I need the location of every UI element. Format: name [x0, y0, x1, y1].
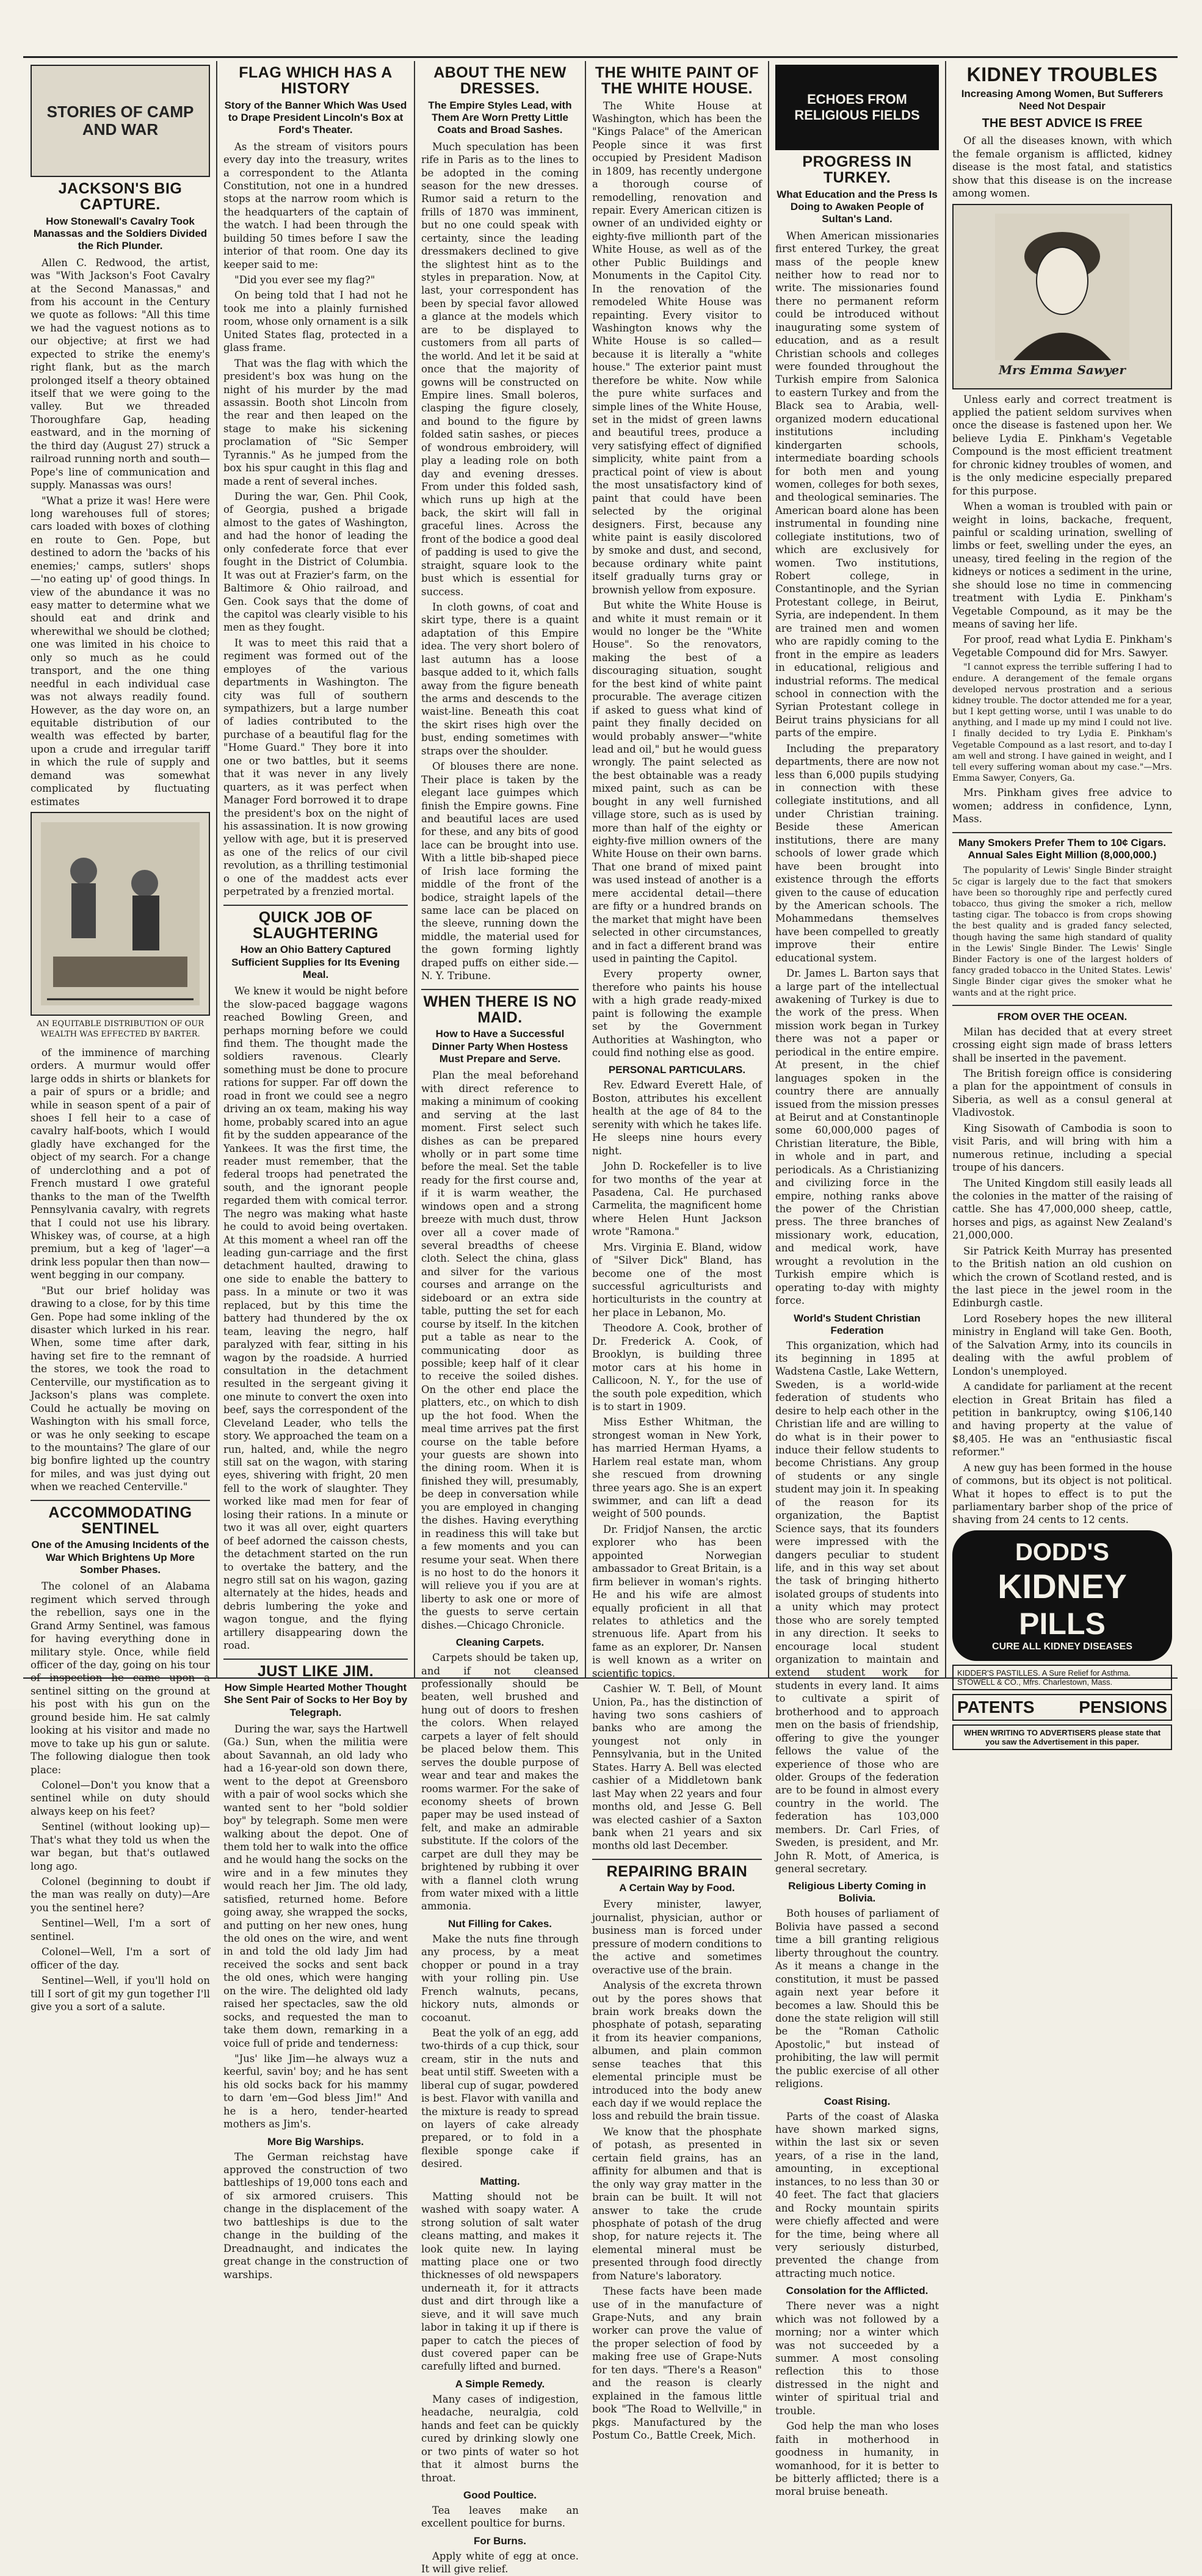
paragraph: "But our brief holiday was drawing to a close, for by this time Gen. Pope had some inkling of the disaster which lurked in his rear. When, some time after dark, having set fire to the remnant of the stores, we took the road to Centerville, our mystification as to Jackson's plans was complete. Could he actually be moving on Washington with his small force, or was he only seeking to escape to the mountains? The glare of our big bonfire lighted up the country for miles, and was just dying out when we reached Centerville." — [31, 1284, 210, 1493]
headline-remedy: A Simple Remedy. — [455, 2378, 545, 2390]
section-divider — [592, 1859, 762, 1860]
portrait-illustration — [952, 204, 1172, 389]
section-divider — [952, 832, 1172, 833]
headline-slaughter: QUICK JOB OF SLAUGHTERING — [253, 908, 378, 942]
paragraph: A new guy has been formed in the house of commons, but its object is not political. What it hopes to effect is to put the parliamentary barber shop of the price of shaving from 24 cents to 12 cents. — [952, 1461, 1172, 1526]
paragraph: We knew it would be night before the slow-paced baggage wagons reached Bowling Green, and perhaps morning before we could find them. The thought made the soldiers ravenous. Clearly something must be done to procure rations for supper. Far off down the road in front we could see a negro driving an ox team, making his way home, probably scared into an ague fit by the sudden appearance of the Yankees. It was the first time, the reader must remember, that the federal troops had penetrated the south, and the ignorant people regarded them with comical terror. The negro was making what haste he could to avoid being overtaken. At this moment a wheel ran off the leading gun-carriage and the first detachment haulted, drawing to one side to enable the battery to pass. In a minute or two it was replaced, but by this time the battery had thundered by the ox team, leaving the negro, half paralyzed with fear, sitting in his wagon by the roadside. A hurried consultation in the detachment resulted in the sergeant giving it one minute to convert the oxen into beef, says the correspondent of the Cleveland Leader, who tells the story. We approached the team on a run, halted, and, while the negro still sat on the wagon, with staring eyes, shivering with fright, 20 men fell to the work of slaughter. They worked like mad men for fear of losing their rations. In a minute or two it was all over, eight quarters of beef adorned the caisson chests, the detachment started on the run to overtake the battery, and the negro still sat on his wagon, gazing alternately at the hides, heads and debris lumbering the yoke and wagon tongue, and the flying artillery disappearing down the road. — [223, 985, 408, 1652]
top-rule — [23, 56, 1178, 58]
paragraph: On being told that I had not he took me into a plainly furnished room, whose only ornament is a silk United States flag, protected in a glass frame. — [223, 289, 408, 354]
paragraph: Sir Patrick Keith Murray has presented to the British nation an old cushion on which the crown of Scotland rested, and is the last piece in the jewel room in the Edinburgh castle. — [952, 1245, 1172, 1309]
paragraph: Apply white of egg at once. It will give relief. — [421, 2550, 579, 2575]
paragraph: A candidate for parliament at the recent election in Great Britain has filed a petition in bankruptcy, owing $106,140 and having property at the value of $8,405. He was an "enthusiastic fiscal reformer." — [952, 1381, 1172, 1458]
paragraph: Colonel—Well, I'm a sort of officer of the day. — [31, 1946, 210, 1971]
paragraph: "What a prize it was! Here were long warehouses full of stores; cars loaded with boxes of clothing en route to Gen. Pope, but destined to adorn the 'backs of his enemies;' camps, sutlers' shops—'no eating up' of good things. In view of the abundance it was no easy matter to determine what we should eat and drink and wherewithal we should be clothed; one was limited in his choice to only so much as he could transport, and the one thing needful in each individual case was not always readily found. However, as the day wore on, an equitable distribution of our wealth was effected by barter, upon a crude and irregular tariff in which the rule of supply and demand was somewhat complicated by fluctuating estimates — [31, 494, 210, 808]
paragraph: Colonel—Don't you know that a sentinel while on duty should always keep on his feet? — [31, 1779, 210, 1817]
paragraph: The White House at Washington, which has been the "Kings Palace" of the American People since it was first occupied by President Madison in 1809, has recently undergone a thorough course of remodelling, renovation and repair. Every American citizen is owner of an undivided eighty or eighty-five millionth part of the White House, as well as of the other Public Buildings and Monuments in the Capitol City. In the renovation of the remodeled White House was repainting. Every visitor to Washington knows why the White House is so called—because it is literally a "white house." The exterior paint must therefore be white. Now while the pure white surfaces and simple lines of the White House, set in the midst of green lawns and beautiful trees, produce a very satisfying effect of dignified simplicity, white paint from a practical point of view is about the most unsatisfactory kind of paint that could have been selected by the original designers. First, because any white paint is easily discolored by smoke and dust, and second, because ordinary white paint itself gradually turns gray or brownish yellow from exposure. — [592, 99, 762, 596]
subhead-slaughter: How an Ohio Battery Captured Sufficient Supplies for Its Evening Meal. — [231, 944, 400, 980]
paragraph: of the imminence of marching orders. A murmur would offer large odds in shirts or blankets for a pair of spurs or a bridle; and while in season spent of a pair of shoes I fell heir to a case of cavalry half-boots, which I would gladly have exchanged for the object of my search. For a change of underclothing and a pot of French mustard I owe grateful thanks to the man of the Twelfth Pennsylvania cavalry, with regrets that I could not use his library. Whiskey was, of course, at a high premium, but a keg of 'lager'—a drink less popular then than now—went begging in our company. — [31, 1046, 210, 1281]
headline-poultice: Good Poultice. — [463, 2489, 537, 2501]
headline-dresses: ABOUT THE NEW DRESSES. — [433, 64, 567, 98]
headline-cigar: Many Smokers Prefer Them to 10¢ Cigars. Annual Sales Eight Million (8,000,000.) — [958, 836, 1167, 861]
paragraph: Tea leaves make an excellent poultice for burns. — [421, 2504, 579, 2530]
section-divider — [223, 905, 408, 906]
ad-line: CURE ALL KIDNEY DISEASES — [992, 1641, 1132, 1652]
paragraph: It was to meet this raid that a regiment was formed out of the employes of the various departments in Washington. The city was full of southern sympathizers, but a large number of ladies contributed to the purchase of a beautiful flag for the "Home Guard." They bore it into one or two battles, but it seems that it was never in any lively quarters, as it was perfect when Manager Ford borrowed it to drape the president's box on the night of his assassination. It is now growing yellow with age, but it is preserved as one of the relics of our civil revolution, as a thrilling testimonial o one of the maddest acts ever perpetrated by a frenzied mortal. — [223, 637, 408, 898]
subhead-sentinel: One of the Amusing Incidents of the War Which Brightens Up More Somber Phases. — [31, 1539, 209, 1576]
patents-pensions-ad — [952, 1694, 1172, 1721]
headline-ocean: FROM OVER THE OCEAN. — [997, 1010, 1128, 1022]
paragraph: Dr. Fridjof Nansen, the arctic explorer who has been appointed Norwegian ambassador to Great Britain, is a firm believer in woman's rights. He and his wife are almost equally proficient in all that relates to athletics and the strenuous life. Apart from his fame as an explorer, Dr. Nansen is well known as a writer on scientific topics. — [592, 1523, 762, 1679]
illustration-caption: AN EQUITABLE DISTRIBUTION OF OUR WEALTH WAS EFFECTED BY BARTER. — [36, 1019, 205, 1039]
paragraph: Unless early and correct treatment is applied the patient seldom survives when once the disease is fastened upon her. We believe Lydia E. Pinkham's Vegetable Compound is the most efficient treatment for chronic kidney troubles of women, and is the only medicine especially prepared for this purpose. — [952, 393, 1172, 497]
headline-jim: JUST LIKE JIM. — [257, 1662, 374, 1680]
portrait-caption: Mrs Emma Sawyer — [999, 362, 1126, 377]
column-3 — [415, 61, 585, 2575]
paragraph: These facts have been made use of in the manufacture of Grape-Nuts, and any brain worker can prove the value of the proper selection of food by making free use of Grape-Nuts for ten days. "There's a Reason" and the reason is clearly explained in the famous little book "The Road to Wellville," in pkgs. Manufactured by the Postum Co., Battle Creek, Mich. — [592, 2285, 762, 2441]
subhead-maid: How to Have a Successful Dinner Party When Hostess Must Prepare and Serve. — [432, 1028, 568, 1065]
paragraph: Many cases of indigestion, headache, neuralgia, cold hands and feet can be quickly cured by drinking slowly one or two pints of water so hot that it almost burns the throat. — [421, 2393, 579, 2484]
headline-personal: PERSONAL PARTICULARS. — [608, 1064, 746, 1076]
paragraph: The popularity of Lewis' Single Binder straight 5c cigar is largely due to the fact that smokers have been so thoroughly ripe and perfectly cured tobacco, thus giving the smoker a rich, mellow tasting cigar. The tobacco is from crops showing the best quality and is graded fancy selected, though having the same high standard of quality in the Lewis' Single Binder. The Lewis' Single Binder Factory is one of the largest holders of fancy graded tobacco in the United States. Lewis' Single Binder cigar gives the smoker what he wants and at the right price. — [952, 866, 1172, 998]
paragraph: Of blouses there are none. Their place is taken by the elegant lace guimpes which finish the Empire gowns. Fine and beautiful laces are used for these, and any bits of good lace can be brought into use. With a little bib-shaped piece of Irish lace forming the middle of the front of the bodice, straight lapels of the same lace can be placed on the sleeve, running down the middle, the material used for the gown forming lightly draped puffs on either side.—N. Y. Tribune. — [421, 761, 579, 982]
subhead-turkey: What Education and the Press Is Doing to Awaken People of Sultan's Land. — [777, 188, 938, 225]
paragraph: Analysis of the excreta thrown out by the pores shows that brain work breaks down the phosphate of potash, separating it from its heavier companions, albumen, and plain common sense teaches that this elemental principle must be introduced into the body anew each day if we would replace the loss and rebuild the brain tissue. — [592, 1980, 762, 2122]
paragraph: Every minister, lawyer, journalist, physician, author or business man is forced under pressure of modern conditions to the active and sometimes overactive use of the brain. — [592, 1898, 762, 1976]
section-divider — [952, 1005, 1172, 1006]
logo-text: ECHOES FROM RELIGIOUS FIELDS — [794, 91, 920, 123]
paragraph: John D. Rockefeller is to live for two months of the year at Pasadena, Cal. He purchased Carmelita, the magnificent home where Helen Hunt Jackson wrote "Ramona." — [592, 1160, 762, 1238]
paragraph: As the stream of visitors pours every day into the treasury, writes a correspondent to the Atlanta Constitution, not one in a hundred stops at the narrow room which is the headquarters of the captain of the watch. I had been through the building 50 times before I saw the interior of that room. One day its keeper said to me: — [223, 140, 408, 270]
headline-carpets: Cleaning Carpets. — [455, 1637, 545, 1649]
paragraph: God help the man who loses faith in motherhood in goodness in humanity, in womanhood, for it is better to be bitterly afflicted; there is a moral bruise beneath. — [775, 2420, 939, 2498]
paragraph: The British foreign office is considering a plan for the appointment of consuls in Siberia, as well as a consul general at Vladivostok. — [952, 1068, 1172, 1119]
paragraph: That was the flag with which the president's box was hung on the night of his murder by the mad assassin. Booth shot Lincoln from the rear and then leaped on the stage to make his sickening proclamation of "Sic Semper Tyrannis." As he jumped from the box his spur caught in this flag and made a rent of several inches. — [223, 357, 408, 487]
headline-white-house: THE WHITE PAINT OF THE WHITE HOUSE. — [595, 64, 759, 98]
paragraph: During the war, says the Hartwell (Ga.) Sun, when the militia were about Savannah, an old lady who had a 16-year-old son down there, went to the depot at Greensboro with a pair of wool socks which she wanted sent to her "bold soldier boy" by telegraph. Some men were walking about the depot. One of them told her to walk into the office and he would hang the socks on the wire and in a few minutes they would reach her Jim. The old lady, satisfied, returned home. Before going away, she wrapped the socks, and putting on her new ones, hung the old ones on the wire, and went in and told the old lady Jim had received the socks and sent back the old ones, which were hanging on the wire. The delighted old lady raised her spectacles, saw the old socks, and requested the man to take them down, remarking in a voice full of pride and tenderness: — [223, 1723, 408, 2049]
section-divider — [31, 1500, 210, 1501]
logo-text: STORIES OF CAMP AND WAR — [46, 103, 194, 139]
ad-line: KIDNEY — [997, 1566, 1127, 1605]
paragraph: There never was a night which was not followed by a morning; nor a winter which was not succeeded by a summer. A most consoling reflection this to those distressed in the night and winter of spiritual trial and trouble. — [775, 2300, 939, 2417]
paragraph: Sentinel (without looking up)—That's what they told us when the war began, but that's outlawed long ago. — [31, 1821, 210, 1872]
paragraph: The German reichstag have approved the construction of two battleships of 19,000 tons each and of six armored cruisers. This change in the displacement of the two battleships is due to the change in the building of the Dreadnaught, and indicates the great change in the construction of warships. — [223, 2151, 408, 2281]
paragraph: Sentinel—Well, if you'll hold on till I sort of git my gun together I'll give you a sort of a salute. — [31, 1975, 210, 2013]
paragraph: "Did you ever see my flag?" — [234, 274, 375, 286]
headline-turkey: PROGRESS IN TURKEY. — [802, 153, 912, 187]
paragraph: During the war, Gen. Phil Cook, of Georgia, pushed a brigade almost to the gates of Washington, and had the honor of leading the only confederate force that ever fought in the District of Columbia. It was out at Frazier's farm, on the Baltimore & Ohio railroad, and Gen. Cook says that the dome of the capitol was clearly visible to his men as they fought. — [223, 491, 408, 634]
column-1 — [24, 61, 216, 2013]
paragraph: Lord Rosebery hopes the new illiteral ministry in England will take Gen. Booth, of the Salvation Army, into its councils in dealing with the awful problem of London's unemployed. — [952, 1312, 1172, 1377]
paragraph: Beat the yolk of an egg, add two-thirds of a cup thick, sour cream, stir in the nuts and beat until stiff. Sweeten with a liberal cup of sugar, powdered is best. Flavor with vanilla and the mixture is ready to spread on layers of cake already prepared, or to fold in a flexible sponge cake if desired. — [421, 2027, 579, 2170]
kidders-pastilles-ad: KIDDER'S PASTILLES. A Sure Relief for Asthma. STOWELL & CO., Mfrs. Charlestown, Mass. — [952, 1665, 1172, 1690]
headline-maid: WHEN THERE IS NO MAID. — [423, 993, 577, 1026]
headline-warships: More Big Warships. — [267, 2135, 364, 2147]
headline-brain: REPAIRING BRAIN — [606, 1862, 748, 1880]
advertisers-notice: WHEN WRITING TO ADVERTISERS please state that you saw the Advertisement in this paper. — [952, 1724, 1172, 1750]
paragraph: Miss Esther Whitman, the strongest woman in New York, has married Herman Hyams, a Harlem real estate man, whom she rescued from drowning three years ago. She is an expert swimmer, and can lift a dead weight of 500 pounds. — [592, 1416, 762, 1520]
section-divider — [223, 1659, 408, 1660]
paragraph: We know that the phosphate of potash, as presented in certain field grains, has an affinity for albumen and that is the only way gray matter in the brain can be built. It will not answer to take the crude phosphate of potash of the drug shop, for nature rejects it. The elemental mineral must be presented through food directly from Nature's laboratory. — [592, 2126, 762, 2282]
column-2 — [217, 61, 414, 2281]
paragraph: Dr. James L. Barton says that a large part of the intellectual awakening of Turkey is due to the work of the press. When mission work began in Turkey there was not a paper or periodical in the entire empire. At present, in the chief languages spoken in the country there are annually issued from the mission presses at Beirut and at Constantinople some 60,000,000 pages of Christian literature, the Bible, in whole and in part, and periodicals. As a Christianizing and civilizing force in the empire, nothing ranks above the power of the Christian press. The three branches of missionary work, education, and medical work, have wrought a revolution in the Turkish empire which is operating to-day with mighty force. — [775, 968, 939, 1307]
headline-kidney: KIDNEY TROUBLES — [966, 63, 1158, 85]
ad-line: DODD'S — [1015, 1538, 1109, 1566]
headline-burns: For Burns. — [474, 2534, 526, 2547]
paragraph: Much speculation has been rife in Paris as to the lines to be adopted in the coming season for the new dresses. Rumor said a return to the frills of 1870 was imminent, but no one could speak with certainty, since the leading dressmakers declined to give the slightest hint as to the styles in preparation. Now, at last, your correspondent has been by special favor allowed a glance at the models which are to be displayed to customers from all parts of the world. And let it be said at once that the majority of gowns will be constructed on Empire lines. Small boleros, clasping the figure closely, and bound to the figure by folded satin sashes, or pieces of wondrous embroidery, will play a leading role on both day and evening dresses. From under this folded sash, which runs up high at the back, the skirt will fall in graceful lines. Across the front of the bodice a good deal of padding is used to give the straight, square look to the bust which is essential for success. — [421, 140, 579, 598]
paragraph: Milan has decided that at every street crossing eight sign made of brass letters shall be inserted in the pavement. — [952, 1026, 1172, 1064]
subhead-brain: A Certain Way by Food. — [619, 1882, 735, 1894]
paragraph: "I cannot express the terrible suffering I had to endure. A derangement of the female organs developed nervous prostration and a serious kidney trouble. The doctor attended me for a year, but I kept getting worse, until I was unable to do anything, and I made up my mind I could not live. I finally decided to try Lydia E. Pinkham's Vegetable Compound as a last resort, and to-day I am well and strong. I have gained in weight, and I tell every suffering woman about my case."—Mrs. Emma Sawyer, Conyers, Ga. — [952, 662, 1172, 784]
headline-flag: FLAG WHICH HAS A HISTORY — [239, 64, 393, 98]
headline-sentinel: ACCOMMODATING SENTINEL — [48, 1503, 192, 1537]
column-5 — [769, 61, 945, 2498]
paragraph: Mrs. Pinkham gives free advice to women; address in confidence, Lynn, Mass. — [952, 787, 1172, 825]
subhead-kidney-advice: THE BEST ADVICE IS FREE — [982, 117, 1143, 131]
paragraph: King Sisowath of Cambodia is soon to visit Paris, and will bring with him a numerous retinue, including a special troupe of his dancers. — [952, 1122, 1172, 1174]
paragraph: Every property owner, therefore who paints his house with a high grade ready-mixed paint is following the example set by the Government Authorities at Washington, who could find nothing else as good. — [592, 968, 762, 1058]
paragraph: When American missionaries first entered Turkey, the great mass of the people knew neither how to read nor to write. The missionaries found there no permanent reform could be introduced without inaugurating some system of education, and as a result Christian schools and colleges were founded throughout the Turkish empire from Salonica to eastern Turkey and from the Black sea to Arabia, well-organized modern educational institutions including kindergarten schools, intermediate boarding schools for both men and young women, colleges for both sexes, and theological seminaries. The American board alone has been instrumental in founding nine collegiate institutions, two of which are exclusively for women. Two institutions, Robert college, in Constantinople, and the Syrian Protestant college, in Beirut, Syria, are independent. In them are trained men and women who are rapidly coming to the front in the empire as leaders in educational, religious and industrial reforms. The medical school in connection with the Syrian Protestant college in Beirut trains physicians for all parts of the empire. — [775, 230, 939, 739]
paragraph: Allen C. Redwood, the artist, was "With Jackson's Foot Cavalry at the Second Manassas," and from his account in the Century we quote as follows: "All this time we had the vaguest notions as to our objective; at first we had expected to strike the enemy's right flank, but as the march prolonged itself a theory obtained itself that we were going to the valley. But we threaded Thoroughfare Gap, heading eastward, and in the morning of the third day (August 27) struck a railroad running north and south—Pope's line of communication and supply. Manassas was ours! — [31, 256, 210, 491]
religious-fields-logo — [775, 65, 939, 150]
paragraph: This organization, which had its beginning in 1895 at Wadstena Castle, Lake Wettern, Sweden, is a world-wide federation of students who desire to help each other in the Christian life and are willing to do what is in their power to induce their fellow students to become Christians. Any group of students or any single student may join it. In speaking of the reason for its organization, the Baptist Science says, that its founders were impressed with the dangers peculiar to student life, and in this way set about the task of bringing hitherto isolated groups of students into a unity which may protect those who are sorely tempted in any direction. It seeks to encourage local student organization to maintain and extend student work for students in every land. It aims to cultivate a spirit of brotherhood and to approach men on the basis of friendship, offering to give the younger fellows the value of the experience of those who are older. Groups of the federation are to be found in almost every country in the world. The federation has 103,000 members. Dr. Carl Fries, of Sweden, is president, and Mr. John R. Mott, of America, is general secretary. — [775, 1339, 939, 1875]
paragraph: For proof, read what Lydia E. Pinkham's Vegetable Compound did for Mrs. Sawyer. — [952, 634, 1172, 659]
column-6 — [946, 61, 1178, 1746]
paragraph: Of all the diseases known, with which the female organism is afflicted, kidney disease is the most fatal, and statistics show that this disease is on the increase among women. — [952, 135, 1172, 200]
ad-line: PILLS — [1019, 1606, 1106, 1641]
paragraph: Colonel (beginning to doubt if the man was really on duty)—Are you the sentinel here? — [31, 1876, 210, 1914]
paragraph: The colonel of an Alabama regiment which served through the rebellion, says one in the Grand Army Sentinel, was famous for having everything done in military style. Once, while field officer of the day, going on his tour of inspection he came upon a sentinel sitting on the ground at his post with his gun on the ground beside him. He sat calmly looking at his visitor and made no move to take up his gun or salute. The following dialogue then took place: — [31, 1580, 210, 1776]
subhead-flag: Story of the Banner Which Was Used to Drape President Lincoln's Box at Ford's Theater. — [224, 99, 407, 136]
paragraph: But white the White House is and white it must remain or it would no longer be the "White House". So the renovators, making the best of a discouraging situation, sought for the best kind of white paint procurable. The average citizen if asked to guess what kind of paint they finally decided on would probably answer—"white lead and oil," but he would guess wrongly. The paint selected as the best obtainable was a ready mixed paint, such as can be bought in any well furnished village store, such as is used by more than half of the eighty or eighty-five million owners of the White House on their own barns. That one brand of mixed paint was used instead of another is a mere accidental detail—there are fifty or a hundred brands on the market that might have been selected in other circumstances, and in fact a different brand was used in painting the Capitol. — [592, 599, 762, 964]
headline-coast: Coast Rising. — [824, 2095, 891, 2107]
column-4 — [586, 61, 768, 2441]
paragraph: Sentinel—Well, I'm a sort of sentinel. — [31, 1917, 210, 1942]
headline-afflicted: Consolation for the Afflicted. — [786, 2285, 929, 2297]
paragraph: Matting should not be washed with soapy water. A strong solution of salt water cleans matting, and makes it look quite new. In laying matting place one or two thicknesses of old newspapers underneath it, for it attracts dust and dirt through like a sieve, and it will save much labor in taking it up if there is paper to catch the pieces of dust covered paper can be carefully lifted and burned. — [421, 2190, 579, 2373]
headline-federation: World's Student Christian Federation — [794, 1312, 921, 1336]
paragraph: Make the nuts fine through any process, by a meat chopper or pound in a tray with your rolling pin. Use French walnuts, pecans, hickory nuts, almonds or cocoanut. — [421, 1933, 579, 2024]
subhead-jackson: How Stonewall's Cavalry Took Manassas and the Soldiers Divided the Rich Plunder. — [33, 215, 208, 252]
paragraph: Including the preparatory departments, there are now not less than 6,000 pupils studying in connection with these collegiate institutions, and all under Christian training. Beside these American institutions, there are many schools of lower grade which have been brought into existence through the efforts given to the cause of education by the American schools. The Mohammedans themselves have been compelled to greatly improve their entire educational system. — [775, 742, 939, 964]
paragraph: Rev. Edward Everett Hale, of Boston, attributes his excellent health at the age of 84 to the serenity with which he takes life. He sleeps nine hours every night. — [592, 1079, 762, 1157]
paragraph: Theodore A. Cook, brother of Dr. Frederick A. Cook, of Brooklyn, is building three motor cars at his home in Callicoon, N. Y., for the use of the south pole expedition, which is to start in 1909. — [592, 1322, 762, 1413]
paragraph: Plan the meal beforehand with direct reference to making a minimum of cooking and serving at the last moment. First select such dishes as can be prepared wholly or in part some time before the meal. Set the table ready for the first course and, if it is warm weather, the windows open and a strong breeze with much dust, throw over all a cover made of several breadths of cheese cloth. Select the china, glass and silver for the various courses and arrange on the sideboard or an extra side table, putting the set for each course by itself. In the kitchen put a table as near to the communicating door as possible; keep half of it clear to receive the soiled dishes. On the other end place the platters, etc., on which to dish up the hot food. When the meal time arrives pat the first course on the table before your guests are shown into the dining room. When it is finished they will, presumably, be deep in conversation while you are employed in changing the dishes. Having everything in readiness this will take but a few moments and you can resume your seat. When there is no host to do the honors it will relieve you if you are at liberty to ask one or more of the guests to serve certain dishes.—Chicago Chronicle. — [421, 1069, 579, 1631]
headline-bolivia: Religious Liberty Coming in Bolivia. — [788, 1880, 926, 1905]
subhead-kidney: Increasing Among Women, But Sufferers Need Not Despair — [961, 87, 1164, 112]
woman-portrait-icon — [995, 214, 1129, 360]
paragraph: Mrs. Virginia E. Bland, widow of "Silver Dick" Bland, has become one of the most successful agriculturists and horticulturists in the country at her place in Lebanon, Mo. — [592, 1241, 762, 1319]
headline-matting: Matting. — [480, 2175, 520, 2187]
paragraph: In cloth gowns, of coat and skirt type, there is a quaint adaptation of this Empire idea. The very short bolero of last autumn has a loose basque added to it, which falls away from the figure beneath the arms and descends to the waist-line. Beneath this coat the skirt rises high over the bust, ending sometimes with straps over the shoulder. — [421, 601, 579, 757]
soldiers-drawing-icon — [41, 822, 200, 1005]
headline-nuts: Nut Filling for Cakes. — [447, 1917, 552, 1930]
patents-label: PATENTS — [957, 1697, 1035, 1717]
paragraph: When a woman is troubled with pain or weight in loins, backache, frequent, painful or scalding urination, swelling of limbs or feet, swelling under the eyes, an uneasy, tired feeling in the region of the kidneys or notices a sediment in the urine, she should lose no time in commencing treatment with Lydia E. Pinkham's Vegetable Compound, as it may be the means of saving her life. — [952, 501, 1172, 630]
dodds-kidney-pills-ad — [952, 1530, 1172, 1661]
pensions-label: PENSIONS — [1079, 1697, 1167, 1717]
section-divider — [421, 989, 579, 990]
paragraph: "Jus' like Jim—he always wuz a keerful, savin' boy; and he has sent his old socks back for his mammy to darn 'em—God bless Jim!" And he is a hero, tender-hearted mothers as Jim's. — [223, 2052, 408, 2130]
headline-jackson: JACKSON'S BIG CAPTURE. — [58, 180, 183, 214]
paragraph: Parts of the coast of Alaska have shown marked signs, within the last six or seven years, of a rise in the land, amounting, in exceptional instances, to no less than 30 or 40 feet. The fact that glaciers and Rocky mountain spirits were chiefly affected and were for the time, being where all very seriously disturbed, prevented the change from attracting much notice. — [775, 2110, 939, 2279]
stories-of-camp-logo — [31, 65, 210, 177]
subhead-jim: How Simple Hearted Mother Thought She Sent Pair of Socks to Her Boy by Telegraph. — [223, 1681, 408, 1718]
subhead-dresses: The Empire Styles Lead, with Them Are Worn Pretty Little Coats and Broad Sashes. — [428, 99, 572, 136]
paragraph: Carpets should be taken up, and if not cleansed professionally should be beaten, well brushed and hung out of doors to freshen the colors. When relayed carpets a layer of felt should be placed below them. This serves the double purpose of wear and tear and makes the rooms warmer. For the sake of economy sheets of brown paper may be used instead of felt, and make an admirable substitute. If the colors of the carpet are dull they may be brightened by rubbing it over with a flannel cloth wrung from water mixed with a little ammonia. — [421, 1652, 579, 1912]
barter-illustration — [31, 812, 210, 1016]
paragraph: Cashier W. T. Bell, of Mount Union, Pa., has the distinction of having two sons cashiers of banks who are among the youngest not only in Pennsylvania, but in the United States. Harry A. Bell was elected cashier of a Middletown bank last May when 22 years and four months old, and Jesse G. Bell was elected cashier of a Saxton bank when 21 years and six months old last December. — [592, 1683, 762, 1852]
paragraph: The United Kingdom still easily leads all the colonies in the matter of the raising of cattle. She has 47,000,000 sheep, cattle, horses and pigs, as against New Zealand's 21,000,000. — [952, 1177, 1172, 1242]
paragraph: Both houses of parliament of Bolivia have passed a second time a bill granting religious liberty throughout the country. As it means a change in the constitution, it must be passed again next year before it becomes a law. Should this be done the state religion will still be the "Roman Catholic Apostolic," but instead of prohibiting, the law will permit the public exercise of all other religions. — [775, 1908, 939, 2090]
